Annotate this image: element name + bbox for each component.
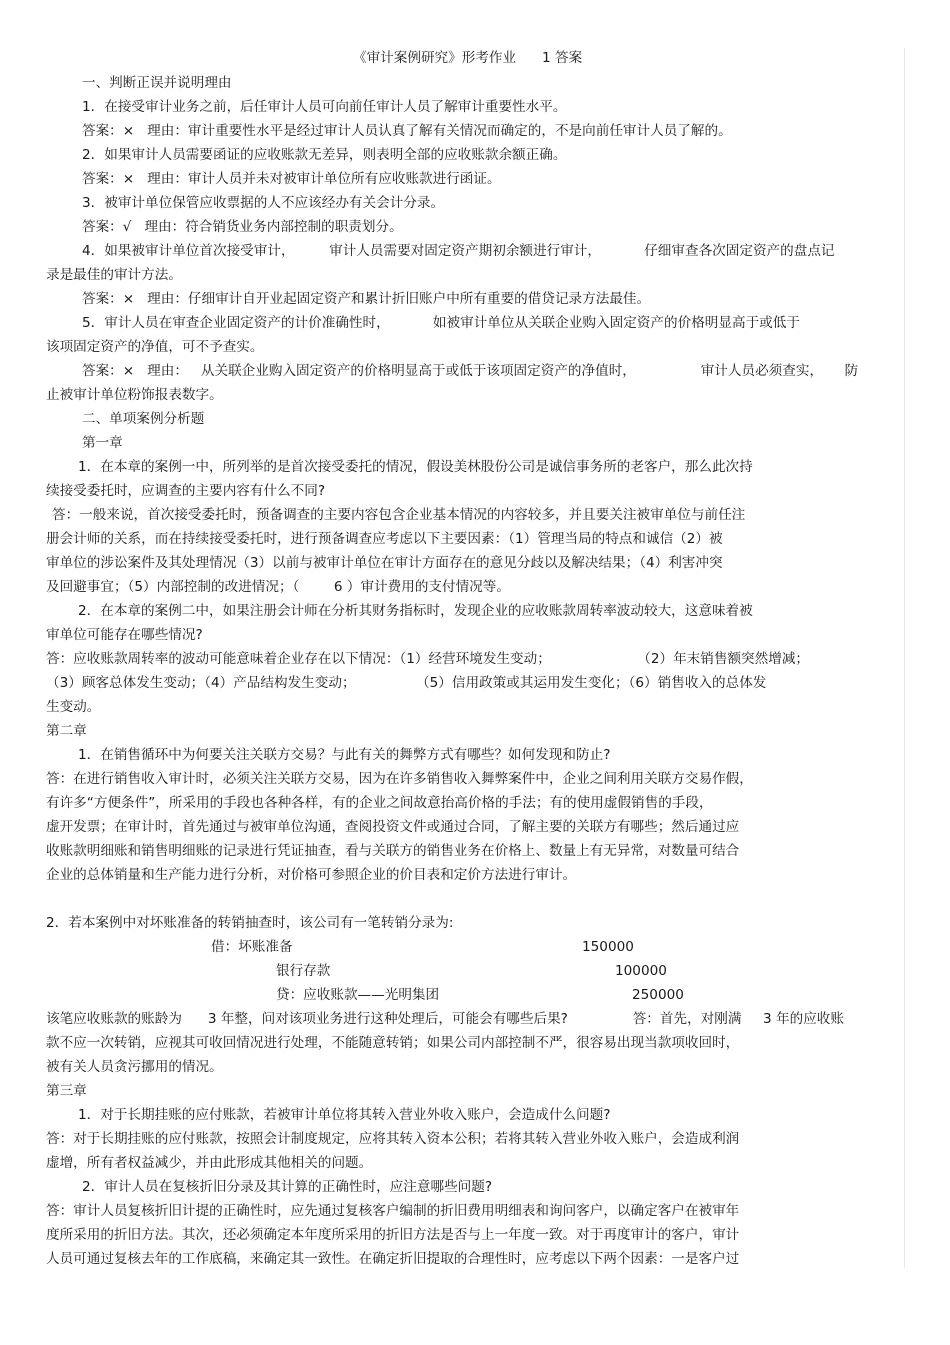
journal-credit-label: 贷：应收账款——光明集团 [276, 987, 440, 1003]
paragraph-line: 2．在本章的案例二中，如果注册会计师在分析其财务指标时，发现企业的应收账款周转率波动较大，这意味着被 [78, 603, 753, 619]
question-text: 录是最佳的审计方法。 [46, 267, 182, 283]
question-text: 5．审计人员在审查企业固定资产的计价准确性时， 如被审计单位从关联企业购入固定资产的价格明显高于或低于 [82, 315, 800, 331]
paragraph-line: 被有关人员贪污挪用的情况。 [46, 1059, 223, 1075]
paragraph-line: 有许多“方便条件”，所采用的手段也各种各样，有的企业之间故意抬高价格的手法；有的使用虚假销售的手段， [46, 795, 713, 811]
paragraph-line: 1．对于长期挂账的应付账款，若被审计单位将其转入营业外收入账户，会造成什么问题? [78, 1107, 611, 1123]
answer-text: 答案：× 理由： 从关联企业购入固定资产的价格明显高于或低于该项固定资产的净值时， 审计人员必须查实， 防 [82, 363, 859, 379]
section-heading: 一、判断正误并说明理由 [82, 75, 232, 91]
question-text: 该项固定资产的净值，可不予查实。 [46, 339, 264, 355]
paragraph-line: 该笔应收账款的账龄为 3 年整，问对该项业务进行这种处理后，可能会有哪些后果? 答：首先，对刚满 3 年的应收账 [46, 1011, 844, 1027]
paragraph-line: 1．在销售循环中为何要关注关联方交易？与此有关的舞弊方式有哪些？如何发现和防止? [78, 747, 611, 763]
chapter-title: 第一章 [82, 435, 123, 451]
paragraph-line: 收账款明细账和销售明细账的记录进行凭证抽查，看与关联方的销售业务在价格上、数量上有无异常，对数量可结合 [46, 843, 740, 859]
paragraph-line: 答：一般来说，首次接受委托时，预备调查的主要内容包含企业基本情况的内容较多，并且要关注被审单位与前任注 [52, 507, 746, 523]
answer-text: 答案：× 理由：审计人员并未对被审计单位所有应收账款进行函证。 [82, 171, 501, 187]
paragraph-line: 答：审计人员复核折旧计提的正确性时，应先通过复核客户编制的折旧费用明细表和询问客户，以确定客户在被审年 [46, 1203, 740, 1219]
answer-text: 答案：× 理由：审计重要性水平是经过审计人员认真了解有关情况而确定的，不是向前任审计人员了解的。 [82, 123, 732, 139]
paragraph-line: 2．若本案例中对坏账准备的转销抽查时，该公司有一笔转销分录为: [46, 915, 454, 931]
journal-credit-amount: 250000 [632, 987, 684, 1003]
answer-text: 答案：√ 理由：符合销货业务内部控制的职责划分。 [82, 219, 403, 235]
paragraph-line: 答：对于长期挂账的应付账款，按照会计制度规定，应将其转入资本公积；若将其转入营业外收入账户，会造成利润 [46, 1131, 740, 1147]
paragraph-line: 续接受委托时，应调查的主要内容有什么不同? [46, 483, 326, 499]
chapter-title: 第二章 [46, 723, 87, 739]
paragraph-line: 审单位可能存在哪些情况? [46, 627, 203, 643]
paragraph-line: 人员可通过复核去年的工作底稿，来确定其一致性。在确定折旧提取的合理性时，应考虑以下两个因素：一是客户过 [46, 1251, 740, 1267]
paragraph-line: （3）顾客总体发生变动；（4）产品结构发生变动； （5）信用政策或其运用发生变化；（6）销售收入的总体发 [46, 675, 767, 691]
document-title: 《审计案例研究》形考作业 1 答案 [353, 50, 583, 66]
question-text: 1．在接受审计业务之前，后任审计人员可向前任审计人员了解审计重要性水平。 [82, 99, 567, 115]
journal-debit-label: 银行存款 [276, 963, 331, 979]
paragraph-line: 审单位的涉讼案件及其处理情况（3）以前与被审计单位在审计方面存在的意见分歧以及解决结果；（4）利害冲突 [46, 555, 723, 571]
paragraph-line: 虚开发票；在审计时，首先通过与被审单位沟通，查阅投资文件或通过合同，了解主要的关联方有哪些；然后通过应 [46, 819, 740, 835]
paragraph-line: 款不应一次转销，应视其可收回情况进行处理，不能随意转销；如果公司内部控制不严，很容易出现当款项收回时， [46, 1035, 740, 1051]
paragraph-line: 生变动。 [46, 699, 101, 715]
answer-text: 止被审计单位粉饰报表数字。 [46, 387, 223, 403]
journal-debit-amount: 100000 [615, 963, 667, 979]
question-text: 4．如果被审计单位首次接受审计， 审计人员需要对固定资产期初余额进行审计， 仔细审查各次固定资产的盘点记 [82, 243, 835, 259]
page-right-edge [904, 48, 905, 1268]
answer-text: 答案：× 理由：仔细审计自开业起固定资产和累计折旧账户中所有重要的借贷记录方法最佳。 [82, 291, 651, 307]
question-text: 2．如果审计人员需要函证的应收账款无差异，则表明全部的应收账款余额正确。 [82, 147, 567, 163]
section-heading: 二、单项案例分析题 [82, 411, 205, 427]
question-text: 3．被审计单位保管应收票据的人不应该经办有关会计分录。 [82, 195, 445, 211]
paragraph-line: 答：应收账款周转率的波动可能意味着企业存在以下情况：（1）经营环境发生变动； （2）年末销售额突然增减； [46, 651, 810, 667]
paragraph-line: 企业的总体销量和生产能力进行分析，对价格可参照企业的价目表和定价方法进行审计。 [46, 867, 577, 883]
paragraph-line: 及回避事宜；（5）内部控制的改进情况；（ 6 ）审计费用的支付情况等。 [46, 579, 510, 595]
paragraph-line: 度所采用的折旧方法。其次，还必须确定本年度所采用的折旧方法是否与上一年度一致。对于再度审计的客户，审计 [46, 1227, 740, 1243]
journal-debit-label: 借：坏账准备 [211, 939, 293, 955]
paragraph-line: 虚增，所有者权益减少，并由此形成其他相关的问题。 [46, 1155, 373, 1171]
paragraph-line: 答：在进行销售收入审计时，必须关注关联方交易，因为在许多销售收入舞弊案件中，企业之间利用关联方交易作假， [46, 771, 753, 787]
chapter-title: 第三章 [46, 1083, 87, 1099]
paragraph-line: 册会计师的关系，而在持续接受委托时，进行预备调查应考虑以下主要因素：（1）管理当局的特点和诚信（2）被 [46, 531, 723, 547]
journal-debit-amount: 150000 [582, 939, 634, 955]
paragraph-line: 1．在本章的案例一中，所列举的是首次接受委托的情况，假设美林股份公司是诚信事务所的老客户，那么此次持 [78, 459, 753, 475]
paragraph-line: 2．审计人员在复核折旧分录及其计算的正确性时，应注意哪些问题? [82, 1179, 493, 1195]
